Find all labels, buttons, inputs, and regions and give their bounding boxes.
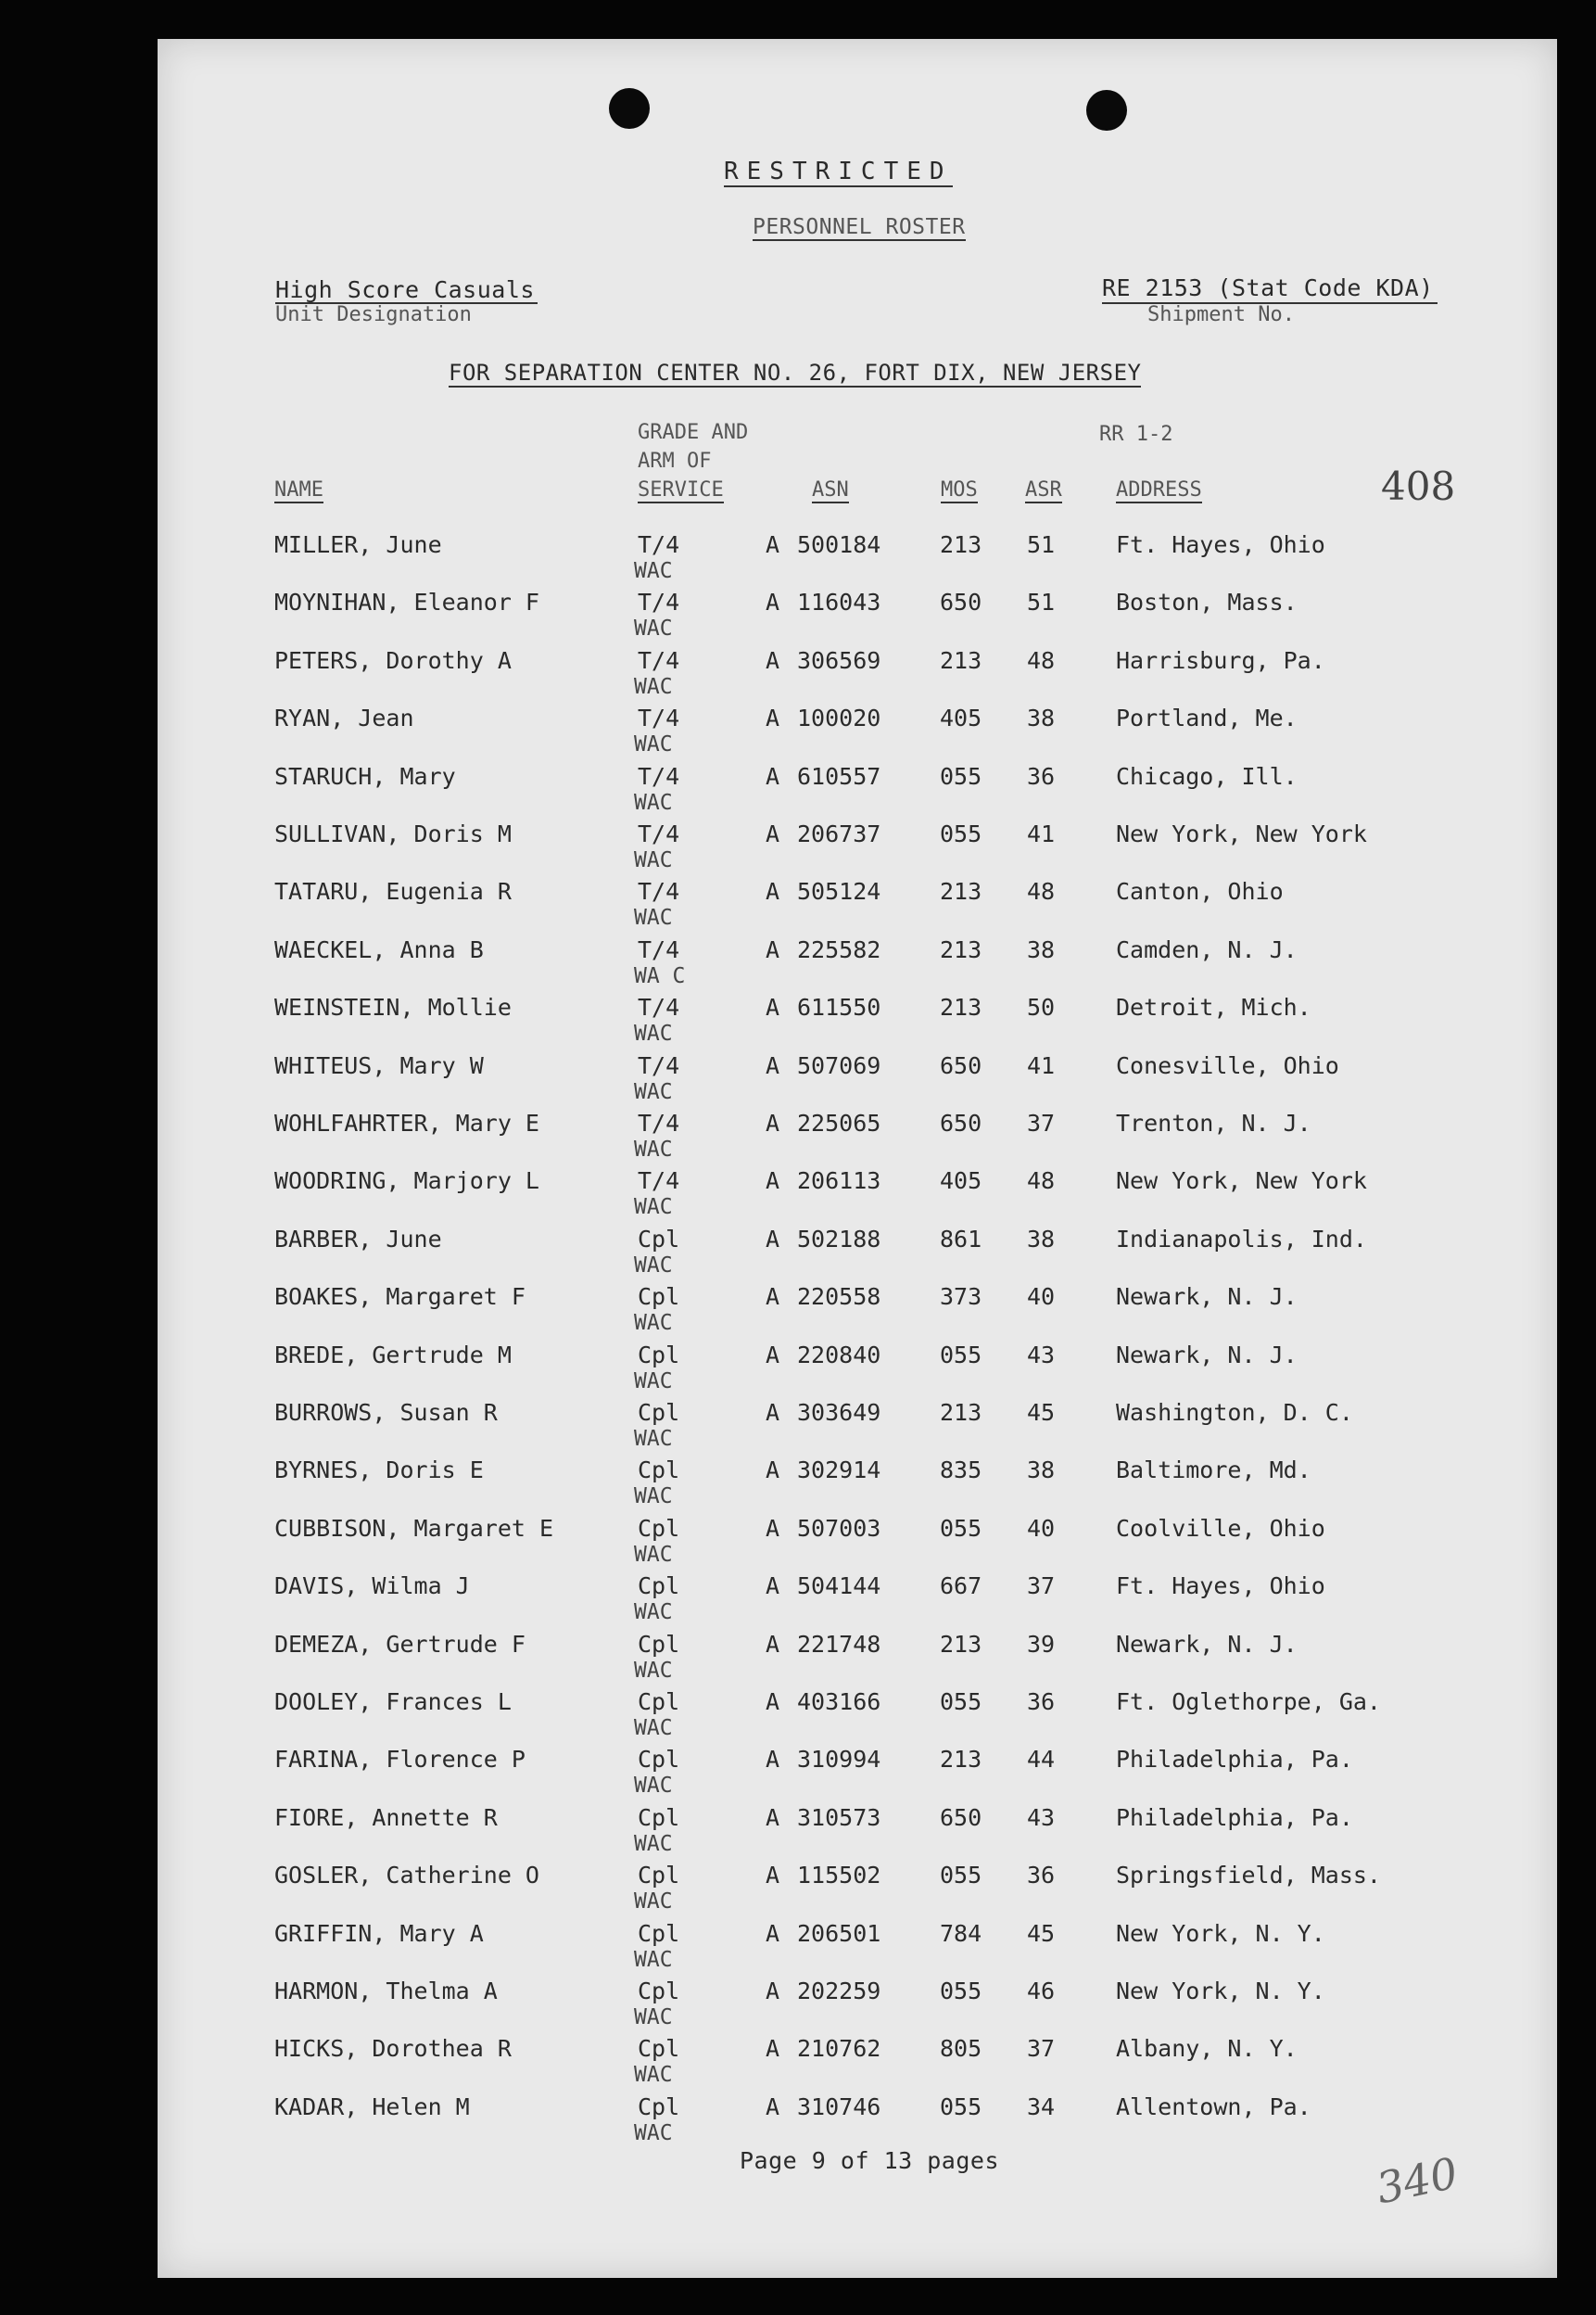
person-name: STARUCH, Mary [274,762,456,790]
grade: Cpl [638,1341,680,1368]
asn: 115502 [797,1862,881,1889]
table-row [0,647,1596,705]
asr: 37 [1027,1110,1056,1137]
address: Allentown, Pa. [1116,2092,1311,2120]
asr: 45 [1027,1399,1056,1426]
mos: 213 [940,531,982,558]
table-row [0,1631,1596,1688]
asr: 45 [1027,1919,1056,1947]
asn-prefix: A [766,1803,780,1831]
table-row [0,1399,1596,1456]
arm-of-service: WAC [634,848,673,872]
arm-of-service: WAC [634,1889,673,1914]
asn: 610557 [797,762,881,790]
asn-prefix: A [766,1456,780,1484]
address: New York, N. Y. [1116,1919,1325,1947]
address: New York, New York [1116,1167,1367,1195]
asn-prefix: A [766,1514,780,1542]
table-row [0,1110,1596,1167]
address: Boston, Mass. [1116,589,1298,617]
asn: 206737 [797,820,881,847]
asr: 38 [1027,1456,1056,1484]
mos: 055 [940,1688,982,1715]
asn: 500184 [797,531,881,558]
arm-of-service: WAC [634,1253,673,1278]
address: Springsfield, Mass. [1116,1862,1381,1889]
asn-prefix: A [766,705,780,732]
col-asn: ASN [812,478,849,502]
page-counter [740,2147,999,2174]
person-name: WOHLFAHRTER, Mary E [274,1110,539,1137]
handwritten-number: 340 [1372,2147,1463,2214]
address: Washington, D. C. [1116,1399,1353,1426]
col-name: NAME [274,478,323,502]
asn: 611550 [797,994,881,1022]
table-row [0,1746,1596,1803]
arm-of-service: WAC [634,1774,673,1799]
arm-of-service: WAC [634,1947,673,1972]
col-address: ADDRESS [1116,478,1202,502]
asn: 502188 [797,1225,881,1253]
mos: 650 [940,1803,982,1831]
person-name: WEINSTEIN, Mollie [274,994,512,1022]
asr: 51 [1027,589,1056,617]
shipment-label: Shipment No. [1147,303,1295,326]
address: Ft. Oglethorpe, Ga. [1116,1688,1381,1715]
arm-of-service: WAC [634,559,673,583]
punch-hole [609,88,650,129]
person-name: FARINA, Florence P [274,1746,526,1774]
asr: 48 [1027,878,1056,906]
grade: Cpl [638,1456,680,1484]
mos: 213 [940,878,982,906]
address: Harrisburg, Pa. [1116,646,1325,674]
asr: 48 [1027,646,1056,674]
table-row [0,1283,1596,1341]
mos: 650 [940,1051,982,1079]
address: New York, N. Y. [1116,1978,1325,2004]
grade: T/4 [638,935,680,963]
punch-hole [1086,90,1127,131]
col-grade-line1: GRADE AND [638,421,749,444]
asr: 51 [1027,531,1056,558]
mos: 055 [940,1978,982,2004]
person-name: TATARU, Eugenia R [274,878,512,906]
arm-of-service: WAC [634,1368,673,1393]
table-row [0,994,1596,1051]
asn-prefix: A [766,531,780,558]
asr: 38 [1027,1225,1056,1253]
classification-label: RESTRICTED [724,158,953,185]
grade: Cpl [638,1572,680,1600]
asn: 505124 [797,878,881,906]
table-row [0,1052,1596,1110]
asn-prefix: A [766,935,780,963]
address: Ft. Hayes, Ohio [1116,1572,1325,1600]
asn-prefix: A [766,1051,780,1079]
table-row [0,1862,1596,1919]
table-row [0,1978,1596,2035]
asn-prefix: A [766,762,780,790]
asn-prefix: A [766,1978,780,2004]
arm-of-service: WAC [634,1079,673,1104]
mos: 405 [940,1167,982,1195]
asn-prefix: A [766,2035,780,2063]
table-row [0,2093,1596,2151]
person-name: PETERS, Dorothy A [274,646,512,674]
grade: Cpl [638,1803,680,1831]
grade: Cpl [638,1399,680,1426]
arm-of-service: WAC [634,617,673,642]
table-row [0,820,1596,878]
person-name: DEMEZA, Gertrude F [274,1630,526,1658]
mos: 835 [940,1456,982,1484]
person-name: GRIFFIN, Mary A [274,1919,484,1947]
asn-prefix: A [766,1225,780,1253]
mos: 667 [940,1572,982,1600]
address: Chicago, Ill. [1116,762,1298,790]
table-row [0,1515,1596,1572]
mos: 055 [940,1862,982,1889]
asr: 43 [1027,1803,1056,1831]
asn: 310746 [797,2092,881,2120]
arm-of-service: WAC [634,2120,673,2145]
mos: 213 [940,1399,982,1426]
address: Detroit, Mich. [1116,994,1311,1022]
destination-line: FOR SEPARATION CENTER NO. 26, FORT DIX, NEW JERSEY [449,360,1142,386]
page-prefix: Page [740,2147,798,2174]
person-name: BREDE, Gertrude M [274,1341,512,1368]
mos: 213 [940,646,982,674]
mos: 213 [940,935,982,963]
asn-prefix: A [766,820,780,847]
asn: 206113 [797,1167,881,1195]
person-name: MOYNIHAN, Eleanor F [274,589,539,617]
grade: T/4 [638,646,680,674]
table-row [0,878,1596,935]
asn-prefix: A [766,2092,780,2120]
person-name: HARMON, Thelma A [274,1978,498,2004]
arm-of-service: WAC [634,906,673,931]
asn-prefix: A [766,994,780,1022]
mos: 055 [940,820,982,847]
roster-title: PERSONNEL ROSTER [753,215,966,239]
asr: 36 [1027,1688,1056,1715]
arm-of-service: WAC [634,1195,673,1220]
grade: Cpl [638,1978,680,2004]
address: Trenton, N. J. [1116,1110,1311,1137]
asn: 225582 [797,935,881,963]
address: Coolville, Ohio [1116,1514,1325,1542]
address: Canton, Ohio [1116,878,1284,906]
person-name: MILLER, June [274,531,442,558]
grade: T/4 [638,878,680,906]
asr: 40 [1027,1283,1056,1311]
address: Newark, N. J. [1116,1630,1298,1658]
mos: 805 [940,2035,982,2063]
arm-of-service: WAC [634,790,673,815]
arm-of-service: WAC [634,1831,673,1856]
asn: 202259 [797,1978,881,2004]
arm-of-service: WAC [634,1427,673,1451]
asn: 302914 [797,1456,881,1484]
asn: 206501 [797,1919,881,1947]
table-row [0,2035,1596,2092]
asr: 40 [1027,1514,1056,1542]
table-row [0,1804,1596,1862]
table-row [0,1688,1596,1746]
mos: 784 [940,1919,982,1947]
page-stamp-number: 408 [1381,464,1456,509]
asn: 100020 [797,705,881,732]
asn: 116043 [797,589,881,617]
table-row [0,1167,1596,1225]
asn-prefix: A [766,878,780,906]
asn: 507069 [797,1051,881,1079]
table-row [0,1456,1596,1514]
col-mos: MOS [941,478,978,502]
grade: T/4 [638,705,680,732]
col-grade-line2: ARM OF [638,450,712,473]
table-row [0,1920,1596,1978]
arm-of-service: WAC [634,1311,673,1336]
address: Portland, Me. [1116,705,1298,732]
asn: 220840 [797,1341,881,1368]
address: New York, New York [1116,820,1367,847]
rr-label: RR 1-2 [1099,423,1173,446]
asn-prefix: A [766,1746,780,1774]
asr: 36 [1027,1862,1056,1889]
person-name: BOAKES, Margaret F [274,1283,526,1311]
person-name: WOODRING, Marjory L [274,1167,539,1195]
person-name: WAECKEL, Anna B [274,935,484,963]
grade: Cpl [638,1862,680,1889]
asr: 46 [1027,1978,1056,2004]
address: Albany, N. Y. [1116,2035,1298,2063]
grade: Cpl [638,1688,680,1715]
grade: T/4 [638,762,680,790]
mos: 213 [940,1746,982,1774]
address: Conesville, Ohio [1116,1051,1339,1079]
asn-prefix: A [766,1688,780,1715]
person-name: CUBBISON, Margaret E [274,1514,554,1542]
grade: T/4 [638,1110,680,1137]
person-name: DAVIS, Wilma J [274,1572,470,1600]
person-name: KADAR, Helen M [274,2092,470,2120]
asn: 210762 [797,2035,881,2063]
asn: 507003 [797,1514,881,1542]
asn-prefix: A [766,1283,780,1311]
asn: 225065 [797,1110,881,1137]
arm-of-service: WAC [634,732,673,757]
table-row [0,589,1596,646]
mos: 405 [940,705,982,732]
table-row [0,1226,1596,1283]
mos: 650 [940,1110,982,1137]
mos: 650 [940,589,982,617]
asn-prefix: A [766,1630,780,1658]
asr: 41 [1027,820,1056,847]
mos: 055 [940,762,982,790]
asr: 50 [1027,994,1056,1022]
grade: Cpl [638,1514,680,1542]
person-name: FIORE, Annette R [274,1803,498,1831]
person-name: WHITEUS, Mary W [274,1051,484,1079]
arm-of-service: WAC [634,674,673,699]
mos: 055 [940,1341,982,1368]
person-name: HICKS, Dorothea R [274,2035,512,2063]
arm-of-service: WAC [634,1658,673,1683]
arm-of-service: WA C [634,963,686,988]
grade: T/4 [638,1167,680,1195]
table-row [0,531,1596,589]
asn-prefix: A [766,1572,780,1600]
asr: 41 [1027,1051,1056,1079]
asn: 221748 [797,1630,881,1658]
unit-designation-value: High Score Casuals [275,276,535,303]
table-row [0,936,1596,994]
asr: 39 [1027,1630,1056,1658]
asn: 306569 [797,646,881,674]
asn-prefix: A [766,1110,780,1137]
grade: Cpl [638,1630,680,1658]
grade: T/4 [638,994,680,1022]
table-row [0,1572,1596,1630]
address: Camden, N. J. [1116,935,1298,963]
asn: 303649 [797,1399,881,1426]
grade: Cpl [638,1919,680,1947]
arm-of-service: WAC [634,1716,673,1740]
person-name: RYAN, Jean [274,705,414,732]
asn: 220558 [797,1283,881,1311]
grade: Cpl [638,2092,680,2120]
asr: 38 [1027,705,1056,732]
table-row [0,1342,1596,1399]
asn: 310573 [797,1803,881,1831]
grade: Cpl [638,1225,680,1253]
mos: 861 [940,1225,982,1253]
arm-of-service: WAC [634,1600,673,1625]
arm-of-service: WAC [634,2005,673,2029]
arm-of-service: WAC [634,1138,673,1162]
grade: Cpl [638,1746,680,1774]
asr: 36 [1027,762,1056,790]
asn-prefix: A [766,1399,780,1426]
person-name: DOOLEY, Frances L [274,1688,512,1715]
col-asr: ASR [1025,478,1062,502]
address: Newark, N. J. [1116,1283,1298,1311]
person-name: SULLIVAN, Doris M [274,820,512,847]
mos: 213 [940,994,982,1022]
total-pages: 13 [883,2147,913,2174]
person-name: BURROWS, Susan R [274,1399,498,1426]
pages-label: pages [927,2147,1000,2174]
arm-of-service: WAC [634,1484,673,1509]
asn-prefix: A [766,1919,780,1947]
asn-prefix: A [766,589,780,617]
page-number: 9 [811,2147,827,2174]
asn-prefix: A [766,1167,780,1195]
address: Newark, N. J. [1116,1341,1298,1368]
asn: 310994 [797,1746,881,1774]
table-row [0,705,1596,762]
arm-of-service: WAC [634,2063,673,2088]
grade: T/4 [638,820,680,847]
address: Indianapolis, Ind. [1116,1225,1367,1253]
person-name: BARBER, June [274,1225,442,1253]
asr: 37 [1027,2035,1056,2063]
arm-of-service: WAC [634,1022,673,1047]
address: Philadelphia, Pa. [1116,1803,1353,1831]
asr: 38 [1027,935,1056,963]
asr: 44 [1027,1746,1056,1774]
asr: 43 [1027,1341,1056,1368]
col-grade-line3: SERVICE [638,478,724,502]
person-name: BYRNES, Doris E [274,1456,484,1484]
page-of: of [840,2147,870,2174]
table-row [0,763,1596,820]
grade: Cpl [638,2035,680,2063]
asr: 48 [1027,1167,1056,1195]
grade: T/4 [638,531,680,558]
mos: 373 [940,1283,982,1311]
shipment-value: RE 2153 (Stat Code KDA) [1102,274,1434,301]
grade: T/4 [638,589,680,617]
mos: 213 [940,1630,982,1658]
address: Baltimore, Md. [1116,1456,1311,1484]
person-name: GOSLER, Catherine O [274,1862,539,1889]
asr: 34 [1027,2092,1056,2120]
asn-prefix: A [766,646,780,674]
grade: T/4 [638,1051,680,1079]
address: Philadelphia, Pa. [1116,1746,1353,1774]
asn-prefix: A [766,1862,780,1889]
asr: 37 [1027,1572,1056,1600]
mos: 055 [940,2092,982,2120]
asn-prefix: A [766,1341,780,1368]
address: Ft. Hayes, Ohio [1116,531,1325,558]
asn: 504144 [797,1572,881,1600]
arm-of-service: WAC [634,1542,673,1567]
unit-designation-label: Unit Designation [275,303,472,326]
mos: 055 [940,1514,982,1542]
grade: Cpl [638,1283,680,1311]
asn: 403166 [797,1688,881,1715]
